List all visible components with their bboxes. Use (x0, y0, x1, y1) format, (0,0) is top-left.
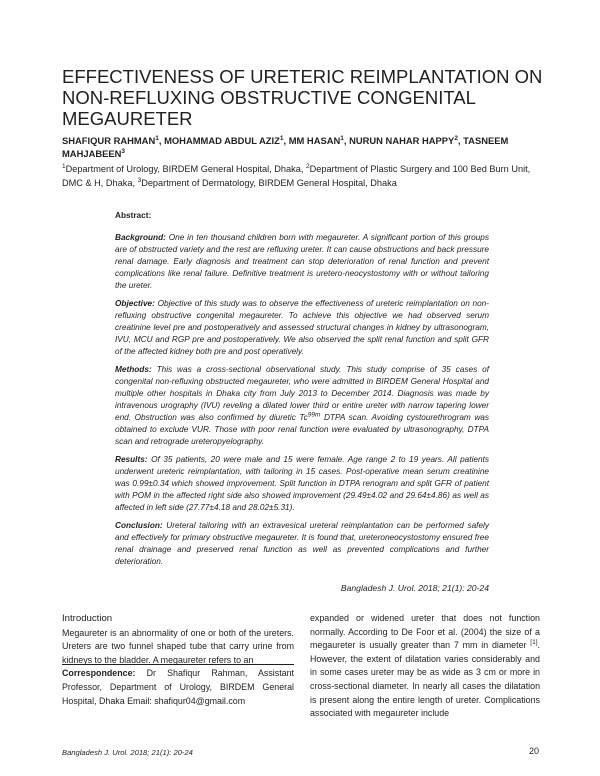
affiliation: Department of Urology, BIRDEM General Hospital, Dhaka, (65, 164, 306, 174)
affiliation: Department of Dermatology, BIRDEM General Hospital, Dhaka (141, 177, 397, 188)
author-sup: 3 (121, 147, 126, 155)
citation: Bangladesh J. Urol. 2018; 21(1): 20-24 (340, 583, 489, 593)
affiliations (62, 163, 552, 190)
author-name: , MM HASAN (283, 135, 341, 146)
author-name: , NURUN NAHAR HAPPY (343, 135, 455, 146)
section-label: Methods: (115, 365, 152, 374)
abstract-results (115, 454, 489, 514)
correspondence-text: Dr Shafiqur Rahman, Assistant Professor, Department of Urology, BIRDEM General Hospital, Dhaka Email: shafiqur04@gmail.com (62, 668, 294, 706)
author-name: , MOHAMMAD ABDUL AZIZ (158, 135, 280, 146)
section-text: Objective of this study was to observe the effectiveness of ureteric reimplantation on non-refluxing obstructive congenital megaureter. To achieve this objective we had observed serum creatinine level pre and postoperatively and assessed structural changes in kidney by ultrasonogram, IVU, MCU and RGP pre and postoperatively. We also observed the split renal function and split GFR of the affected kidney both pre and post operatively. (115, 299, 489, 356)
introduction-heading: Introduction (62, 613, 113, 624)
title-line: MEGAURETER (62, 108, 193, 129)
isotope-sup: 99m (307, 411, 321, 419)
author-name: SHAFIQUR RAHMAN (62, 135, 156, 146)
abstract-conclusion (115, 520, 489, 568)
body-text-part: expanded or widened ureter that does not function normally. According to De Foor et al. (2004) the size of a megaureter is usually greater than 7 mm in diameter (310, 613, 540, 651)
author-sup: 1 (340, 134, 344, 142)
column-divider (62, 664, 294, 665)
author-list (62, 134, 552, 160)
section-text: One in ten thousand children born with megaureter. A significant portion of this groups are of obstructed variety and the rest are refluxing ureter. It can cause obstructions and back pressure renal damage. Early diagnosis and treatment can stop deterioration of renal function and prevent complications like renal failure. Definitive treatment is uretero-neocystostomy with or without tailoring the ureter. (115, 233, 489, 290)
abstract (115, 210, 489, 574)
body-text (310, 612, 540, 721)
article-title (62, 66, 542, 129)
introduction-text: Megaureter is an abnormality of one or both of the ureters. Ureters are two funnel shaped tube that carry urine from kidneys to the bladder. A megaureter refers to an (62, 627, 294, 665)
author-sup: 1 (279, 134, 284, 142)
section-text: Of 35 patients, 20 were male and 15 were female. Age range 2 to 19 years. All patients underwent ureteric reimplantation, with tailoring in 15 cases. Post-operative mean serum creatinine was 0.99±0.34 which showed improvement. Split function in DTPA renogram and split GFR of patient with POM in the affected right side also showed improvement (29.49±4.02 and 29.64±4.86) as well as affected in left side (27.77±4.18 and 28.02±5.31). (115, 455, 489, 512)
section-label: Objective: (115, 299, 155, 308)
left-column (62, 612, 294, 708)
affil-sup: 1 (62, 162, 66, 170)
body-text-part: . However, the extent of dilatation varies considerably and in some cases ureter may be as wide as 3 cm or more in cross-sectional diameter. In nearly all cases the dilatation is present along the entire length of ureter. Complications associated with megaureter include (310, 640, 540, 719)
affil-sup: 2 (305, 162, 310, 170)
abstract-heading: Abstract: (115, 211, 152, 220)
title-line: EFFECTIVENESS OF URETERIC REIMPLANTATION ON (62, 66, 543, 87)
section-label: Results: (115, 455, 148, 464)
title-line: NON-REFLUXING OBSTRUCTIVE CONGENITAL (62, 87, 476, 108)
abstract-background (115, 232, 489, 292)
affil-sup: 3 (137, 176, 142, 184)
section-text: Ureteral tailoring with an extravesical ureteral reimplantation can be performed safely and effectively for primary obstructive megaureter. It is found that, ureteroneocystostomy ensured free renal drainage and preserved renal function as well as prevented complications and further deterioration. (115, 521, 489, 566)
section-label: Conclusion: (115, 521, 163, 530)
abstract-objective (115, 298, 489, 358)
author-sup: 2 (454, 134, 458, 142)
correspondence (62, 667, 294, 708)
footer-journal: Bangladesh J. Urol. 2018; 21(1): 20-24 (62, 748, 193, 757)
section-label: Background: (115, 233, 166, 242)
correspondence-label: Correspondence: (62, 668, 136, 679)
page-number: 20 (529, 746, 540, 756)
author-name: , TASNEEM MAHJABEEN (62, 135, 509, 159)
reference-sup: [1] (530, 639, 538, 647)
abstract-methods (115, 364, 489, 448)
affiliation: Department of Plastic Surgery and 100 Bed Burn Unit, DMC & H, Dhaka, (62, 164, 531, 188)
section-text: This was a cross-sectional observational study. This study comprise of 35 cases of congenital non-refluxing obstructed megaureter, who were admitted in BIRDEM General Hospital and multiple other hospitals in Dhaka city from July 2013 to December 2014. Diagnosis was made by intravenous urography (IVU) reveling a dilated lower third or entire ureter with narrow tapering lower end. Obstruction was also confirmed by diuretic Tc (115, 365, 489, 422)
right-column (310, 612, 540, 721)
author-sup: 1 (155, 134, 159, 142)
section-text: DTPA scan. Avoiding cystourethrogram was obtained to exclude VUR. Those with poor renal function were evaluated by ultrasonography, DTPA scan and retrograde ureteropyelography. (115, 413, 489, 446)
